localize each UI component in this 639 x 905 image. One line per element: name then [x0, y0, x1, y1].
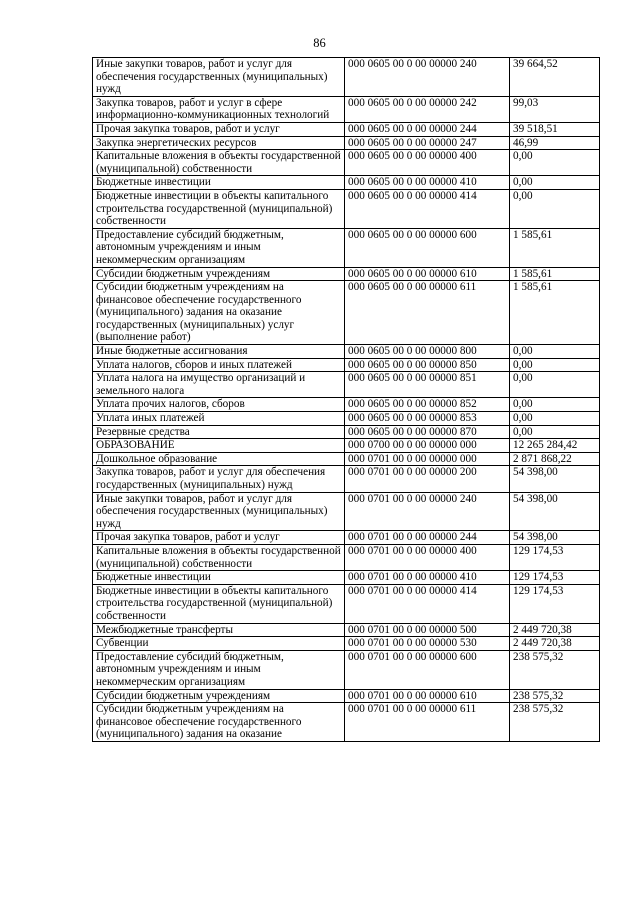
row-code-cell: 000 0605 00 0 00 00000 850 [345, 358, 510, 372]
row-code-cell: 000 0605 00 0 00 00000 853 [345, 412, 510, 426]
row-name-cell: Субсидии бюджетным учреждениям [93, 689, 345, 703]
table-row [93, 531, 600, 545]
row-code-cell: 000 0701 00 0 00 00000 610 [345, 689, 510, 703]
row-name-cell: Бюджетные инвестиции в объекты капитального строительства государственной (муниципальной) собственности [93, 584, 345, 623]
row-code-cell: 000 0605 00 0 00 00000 400 [345, 150, 510, 176]
table-row [93, 492, 600, 531]
table-row [93, 58, 600, 97]
row-code-cell: 000 0605 00 0 00 00000 242 [345, 96, 510, 122]
row-amount-cell: 99,03 [510, 96, 600, 122]
row-amount-cell: 0,00 [510, 189, 600, 228]
table-row [93, 176, 600, 190]
row-name-cell: Капитальные вложения в объекты государственной (муниципальной) собственности [93, 150, 345, 176]
row-amount-cell: 0,00 [510, 412, 600, 426]
row-amount-cell: 0,00 [510, 372, 600, 398]
row-amount-cell: 238 575,32 [510, 689, 600, 703]
row-code-cell: 000 0701 00 0 00 00000 400 [345, 544, 510, 570]
row-name-cell: Субсидии бюджетным учреждениям [93, 267, 345, 281]
table-row [93, 452, 600, 466]
table-row [93, 96, 600, 122]
row-name-cell: Иные бюджетные ассигнования [93, 345, 345, 359]
row-amount-cell: 129 174,53 [510, 544, 600, 570]
row-code-cell: 000 0605 00 0 00 00000 600 [345, 228, 510, 267]
row-name-cell: Уплата иных платежей [93, 412, 345, 426]
row-code-cell: 000 0701 00 0 00 00000 611 [345, 703, 510, 742]
row-amount-cell: 1 585,61 [510, 228, 600, 267]
row-amount-cell: 238 575,32 [510, 703, 600, 742]
row-name-cell: Предоставление субсидий бюджетным, автономным учреждениям и иным некоммерческим организациям [93, 650, 345, 689]
row-amount-cell: 54 398,00 [510, 531, 600, 545]
row-name-cell: Прочая закупка товаров, работ и услуг [93, 122, 345, 136]
row-amount-cell: 0,00 [510, 345, 600, 359]
table-row [93, 150, 600, 176]
row-code-cell: 000 0701 00 0 00 00000 410 [345, 571, 510, 585]
row-amount-cell: 0,00 [510, 398, 600, 412]
table-row [93, 345, 600, 359]
row-name-cell: Иные закупки товаров, работ и услуг для обеспечения государственных (муниципальных) нужд [93, 492, 345, 531]
table-row [93, 398, 600, 412]
row-amount-cell: 0,00 [510, 150, 600, 176]
row-code-cell: 000 0605 00 0 00 00000 244 [345, 122, 510, 136]
budget-table-body [93, 58, 600, 742]
row-name-cell: Дошкольное образование [93, 452, 345, 466]
budget-table [92, 57, 600, 742]
row-amount-cell: 0,00 [510, 176, 600, 190]
table-row [93, 228, 600, 267]
row-amount-cell: 2 449 720,38 [510, 637, 600, 651]
row-amount-cell: 0,00 [510, 425, 600, 439]
row-code-cell: 000 0701 00 0 00 00000 600 [345, 650, 510, 689]
row-name-cell: Резервные средства [93, 425, 345, 439]
row-amount-cell: 2 449 720,38 [510, 623, 600, 637]
row-code-cell: 000 0605 00 0 00 00000 851 [345, 372, 510, 398]
table-row [93, 122, 600, 136]
row-name-cell: Прочая закупка товаров, работ и услуг [93, 531, 345, 545]
row-name-cell: Иные закупки товаров, работ и услуг для обеспечения государственных (муниципальных) нужд [93, 58, 345, 97]
table-row [93, 425, 600, 439]
table-row [93, 358, 600, 372]
row-amount-cell: 2 871 868,22 [510, 452, 600, 466]
row-name-cell: Закупка товаров, работ и услуг в сфере информационно-коммуникационных технологий [93, 96, 345, 122]
row-name-cell: Уплата прочих налогов, сборов [93, 398, 345, 412]
row-name-cell: Бюджетные инвестиции в объекты капитального строительства государственной (муниципальной) собственности [93, 189, 345, 228]
row-code-cell: 000 0605 00 0 00 00000 247 [345, 136, 510, 150]
row-code-cell: 000 0701 00 0 00 00000 000 [345, 452, 510, 466]
row-name-cell: Субсидии бюджетным учреждениям на финансовое обеспечение государственного (муниципального) задания на оказание государственных (муниципальных) услуг (выполнение работ) [93, 281, 345, 345]
row-code-cell: 000 0605 00 0 00 00000 870 [345, 425, 510, 439]
row-amount-cell: 238 575,32 [510, 650, 600, 689]
row-amount-cell: 1 585,61 [510, 267, 600, 281]
row-name-cell: Межбюджетные трансферты [93, 623, 345, 637]
row-code-cell: 000 0605 00 0 00 00000 800 [345, 345, 510, 359]
row-code-cell: 000 0605 00 0 00 00000 610 [345, 267, 510, 281]
table-row [93, 623, 600, 637]
row-code-cell: 000 0701 00 0 00 00000 240 [345, 492, 510, 531]
row-amount-cell: 39 664,52 [510, 58, 600, 97]
row-name-cell: Уплата налога на имущество организаций и земельного налога [93, 372, 345, 398]
row-amount-cell: 39 518,51 [510, 122, 600, 136]
row-code-cell: 000 0701 00 0 00 00000 500 [345, 623, 510, 637]
table-row [93, 650, 600, 689]
row-name-cell: Бюджетные инвестиции [93, 176, 345, 190]
row-code-cell: 000 0701 00 0 00 00000 200 [345, 466, 510, 492]
table-row [93, 267, 600, 281]
table-row [93, 372, 600, 398]
row-amount-cell: 54 398,00 [510, 466, 600, 492]
row-code-cell: 000 0605 00 0 00 00000 611 [345, 281, 510, 345]
row-name-cell: Капитальные вложения в объекты государственной (муниципальной) собственности [93, 544, 345, 570]
row-name-cell: Бюджетные инвестиции [93, 571, 345, 585]
table-row [93, 544, 600, 570]
row-amount-cell: 46,99 [510, 136, 600, 150]
row-amount-cell: 54 398,00 [510, 492, 600, 531]
table-row [93, 281, 600, 345]
row-code-cell: 000 0701 00 0 00 00000 244 [345, 531, 510, 545]
table-row [93, 637, 600, 651]
row-code-cell: 000 0701 00 0 00 00000 530 [345, 637, 510, 651]
table-row [93, 189, 600, 228]
row-amount-cell: 1 585,61 [510, 281, 600, 345]
table-row [93, 439, 600, 453]
row-amount-cell: 12 265 284,42 [510, 439, 600, 453]
row-code-cell: 000 0700 00 0 00 00000 000 [345, 439, 510, 453]
row-code-cell: 000 0701 00 0 00 00000 414 [345, 584, 510, 623]
row-code-cell: 000 0605 00 0 00 00000 414 [345, 189, 510, 228]
row-code-cell: 000 0605 00 0 00 00000 240 [345, 58, 510, 97]
page-number: 86 [313, 36, 326, 50]
row-amount-cell: 0,00 [510, 358, 600, 372]
table-row [93, 689, 600, 703]
row-name-cell: Закупка энергетических ресурсов [93, 136, 345, 150]
table-row [93, 571, 600, 585]
table-row [93, 584, 600, 623]
table-row [93, 412, 600, 426]
row-name-cell: ОБРАЗОВАНИЕ [93, 439, 345, 453]
row-name-cell: Уплата налогов, сборов и иных платежей [93, 358, 345, 372]
row-code-cell: 000 0605 00 0 00 00000 852 [345, 398, 510, 412]
row-amount-cell: 129 174,53 [510, 584, 600, 623]
table-row [93, 466, 600, 492]
row-code-cell: 000 0605 00 0 00 00000 410 [345, 176, 510, 190]
row-name-cell: Закупка товаров, работ и услуг для обеспечения государственных (муниципальных) нужд [93, 466, 345, 492]
table-row [93, 703, 600, 742]
row-amount-cell: 129 174,53 [510, 571, 600, 585]
row-name-cell: Субсидии бюджетным учреждениям на финансовое обеспечение государственного (муниципального) задания на оказание [93, 703, 345, 742]
row-name-cell: Предоставление субсидий бюджетным, автономным учреждениям и иным некоммерческим организациям [93, 228, 345, 267]
table-row [93, 136, 600, 150]
row-name-cell: Субвенции [93, 637, 345, 651]
